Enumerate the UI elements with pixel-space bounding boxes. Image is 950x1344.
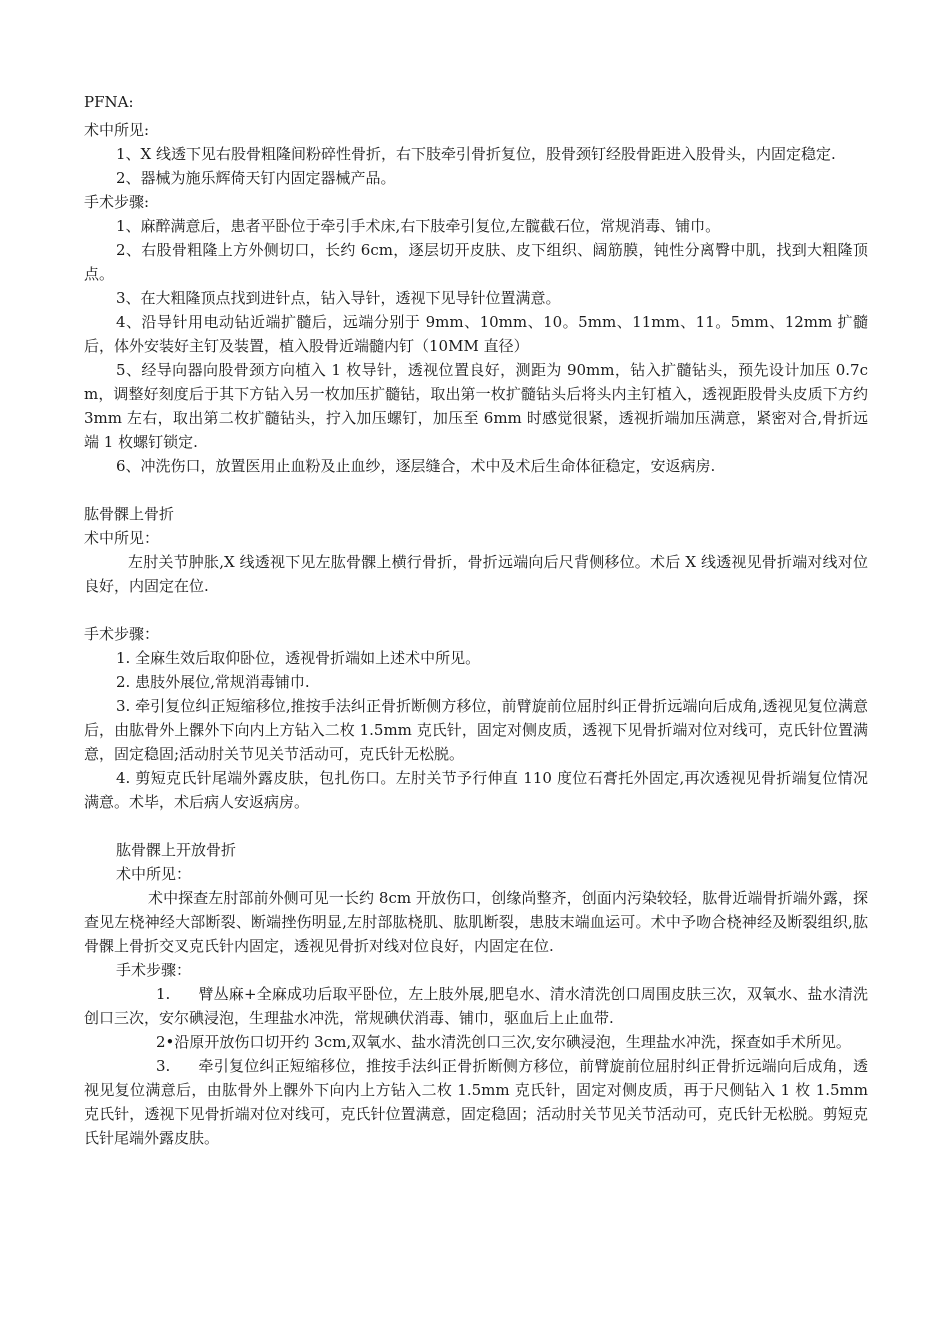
- section-spacer: [84, 478, 868, 502]
- step-number: 3.: [156, 1057, 171, 1075]
- open-fracture-findings-label: 术中所见：: [116, 865, 192, 883]
- section-spacer: [84, 598, 868, 622]
- pfna-step-5: 5、经导向器向股骨颈方向植入 1 枚导针，透视位置良好，测距为 90mm，钻入扩髓钻头，预先设计加压 0.7cm，调整好刻度后于其下方钻入另一枚加压扩髓钻，取出第一枚扩髓钻头后将头内主钉植入，透视距股骨头皮质下方约 3mm 左右，取出第二枚扩髓钻头，拧入加压螺钉，加压至 6mm 时感觉很紧，透视折端加压满意，紧密对合,骨折远端 1 枚螺钉锁定.: [84, 361, 868, 451]
- supracondylar-findings-label: 术中所见：: [84, 529, 160, 547]
- open-fracture-step-3: [84, 1054, 868, 1150]
- supracondylar-step-1: 1. 全麻生效后取仰卧位，透视骨折端如上述术中所见。: [116, 649, 481, 667]
- step-number: 1.: [156, 985, 171, 1003]
- pfna-findings-label: 术中所见:: [84, 121, 150, 139]
- open-fracture-steps-label: 手术步骤：: [116, 961, 192, 979]
- open-fracture-step-1: [84, 982, 868, 1030]
- step-text: 2•沿原开放伤口切开约 3cm,双氧水、盐水清洗创口三次,安尔碘浸泡，生理盐水冲洗，探查如手术所见。: [156, 1033, 851, 1051]
- pfna-finding-1: 1、X 线透下见右股骨粗隆间粉碎性骨折，右下肢牵引骨折复位，股骨颈钉经股骨距进入股骨头，内固定稳定.: [116, 145, 836, 163]
- document-page: [84, 90, 868, 1150]
- pfna-step-4: 4、沿导针用电动钻近端扩髓后，远端分别于 9mm、10mm、10。5mm、11mm、11。5mm、12mm 扩髓后，体外安装好主钉及装置，植入股骨近端髓内钉（10MM 直径）: [84, 313, 868, 355]
- step-text: 牵引复位纠正短缩移位，推按手法纠正骨折断侧方移位，前臂旋前位屈肘纠正骨折远端向后成角，透视见复位满意后，由肱骨外上髁外下向内上方钻入二枚 1.5mm 克氏针，固定对侧皮质，再于尺侧钻入 1 枚 1.5mm 克氏针，透视下见骨折端对位对线可，克氏针位置满意，固定稳固；活动肘关节见关节活动可，克氏针无松脱。剪短克氏针尾端外露皮肤。: [84, 1057, 868, 1147]
- supracondylar-findings: 左肘关节肿胀,X 线透视下见左肱骨髁上横行骨折，骨折远端向后尺背侧移位。术后 X 线透视见骨折端对线对位良好，内固定在位.: [84, 553, 868, 595]
- pfna-step-3: 3、在大粗隆顶点找到进针点，钻入导针，透视下见导针位置满意。: [116, 289, 561, 307]
- pfna-step-1: 1、麻醉满意后，患者平卧位于牵引手术床,右下肢牵引复位,左髋截石位，常规消毒、铺巾。: [116, 217, 721, 235]
- supracondylar-step-4: 4. 剪短克氏针尾端外露皮肤，包扎伤口。左肘关节予行伸直 110 度位石膏托外固定,再次透视见骨折端复位情况满意。术毕，术后病人安返病房。: [84, 769, 868, 811]
- pfna-title: PFNA:: [84, 93, 134, 111]
- open-fracture-title: 肱骨髁上开放骨折: [116, 841, 237, 859]
- open-fracture-step-2: [84, 1030, 868, 1054]
- supracondylar-step-2: 2. 患肢外展位,常规消毒铺巾.: [116, 673, 310, 691]
- pfna-step-6: 6、冲洗伤口，放置医用止血粉及止血纱，逐层缝合，术中及术后生命体征稳定，安返病房.: [116, 457, 716, 475]
- supracondylar-step-3: 3. 牵引复位纠正短缩移位,推按手法纠正骨折断侧方移位，前臂旋前位屈肘纠正骨折远端向后成角,透视见复位满意后，由肱骨外上髁外下向内上方钻入二枚 1.5mm 克氏针，固定对侧皮质，透视下见骨折端对位对线可，克氏针位置满意，固定稳固;活动肘关节见关节活动可，克氏针无松脱。: [84, 697, 868, 763]
- supracondylar-steps-label: 手术步骤：: [84, 625, 160, 643]
- section-spacer: [84, 814, 868, 838]
- pfna-step-2: 2、右股骨粗隆上方外侧切口，长约 6cm，逐层切开皮肤、皮下组织、阔筋膜，钝性分离臀中肌，找到大粗隆顶点。: [84, 241, 868, 283]
- supracondylar-title: 肱骨髁上骨折: [84, 505, 175, 523]
- pfna-finding-2: 2、器械为施乐辉倚天钉内固定器械产品。: [116, 169, 396, 187]
- open-fracture-findings: 术中探查左肘部前外侧可见一长约 8cm 开放伤口，创缘尚整齐，创面内污染较轻，肱骨近端骨折端外露，探查见左桡神经大部断裂、断端挫伤明显,左肘部肱桡肌、肱肌断裂，患肢末端血运可。术中予吻合桡神经及断裂组织,肱骨髁上骨折交叉克氏针内固定，透视见骨折对线对位良好，内固定在位.: [84, 889, 868, 955]
- step-text: 臂丛麻+全麻成功后取平卧位，左上肢外展,肥皂水、清水清洗创口周围皮肤三次，双氧水、盐水清洗创口三次，安尔碘浸泡，生理盐水冲洗，常规碘伏消毒、铺巾，驱血后上止血带.: [84, 985, 868, 1027]
- pfna-steps-label: 手术步骤:: [84, 193, 150, 211]
